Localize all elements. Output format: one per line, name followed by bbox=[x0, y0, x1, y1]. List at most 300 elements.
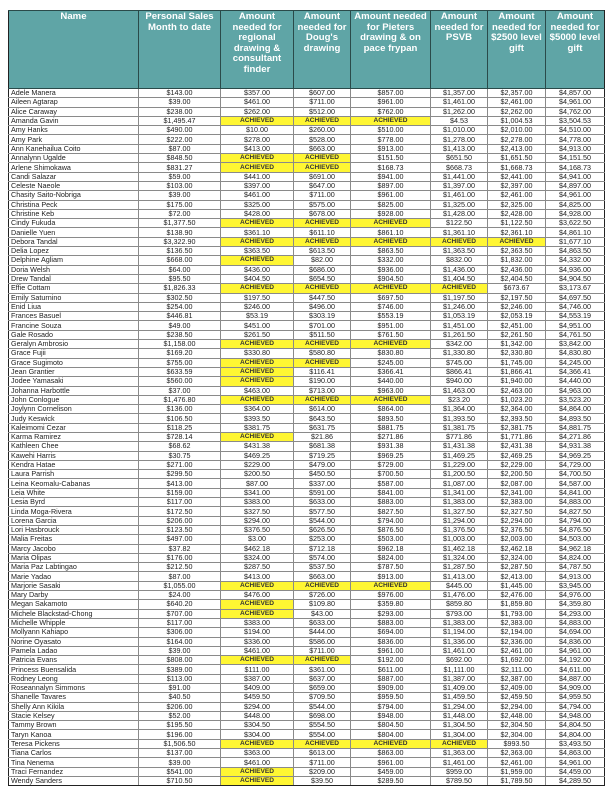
cell-gift-5000: $4,694.00 bbox=[546, 628, 605, 637]
cell-pieters-drawing: $804.00 bbox=[351, 730, 431, 739]
table-row bbox=[9, 711, 605, 720]
cell-name: Leia White bbox=[9, 488, 139, 497]
cell-gift-2500: $2,364.00 bbox=[488, 405, 546, 414]
cell-gift-2500: $2,428.00 bbox=[488, 209, 546, 218]
cell-psvb: $651.50 bbox=[431, 154, 488, 163]
cell-psvb: $445.00 bbox=[431, 581, 488, 590]
cell-dougs-drawing: $450.50 bbox=[294, 470, 351, 479]
cell-name: Tiana Carlos bbox=[9, 749, 139, 758]
cell-gift-2500: $2,229.00 bbox=[488, 460, 546, 469]
cell-gift-5000: $3,173.67 bbox=[546, 284, 605, 293]
cell-dougs-drawing: $591.00 bbox=[294, 488, 351, 497]
cell-pieters-drawing: $948.00 bbox=[351, 711, 431, 720]
table-row bbox=[9, 674, 605, 683]
cell-personal-sales: $59.00 bbox=[139, 172, 221, 181]
cell-gift-2500: $2,436.00 bbox=[488, 265, 546, 274]
cell-dougs-drawing: ACHIEVED bbox=[294, 739, 351, 748]
cell-name: Linda Moga-Rivera bbox=[9, 507, 139, 516]
cell-pieters-drawing: $289.50 bbox=[351, 776, 431, 785]
cell-psvb: $832.00 bbox=[431, 256, 488, 265]
cell-name: Drew Tandal bbox=[9, 274, 139, 283]
cell-regional-drawing: $336.00 bbox=[221, 637, 294, 646]
cell-regional-drawing: ACHIEVED bbox=[221, 377, 294, 386]
cell-psvb: $1,053.19 bbox=[431, 312, 488, 321]
table-row bbox=[9, 460, 605, 469]
cell-personal-sales: $206.00 bbox=[139, 516, 221, 525]
table-row bbox=[9, 749, 605, 758]
cell-pieters-drawing: $824.00 bbox=[351, 553, 431, 562]
cell-personal-sales: $728.14 bbox=[139, 432, 221, 441]
cell-gift-2500: $2,387.00 bbox=[488, 674, 546, 683]
cell-psvb: $1,448.00 bbox=[431, 711, 488, 720]
cell-regional-drawing: ACHIEVED bbox=[221, 739, 294, 748]
cell-personal-sales: $490.00 bbox=[139, 126, 221, 135]
cell-name: Delphine Agliam bbox=[9, 256, 139, 265]
cell-dougs-drawing: $712.18 bbox=[294, 544, 351, 553]
cell-psvb: $1,304.00 bbox=[431, 730, 488, 739]
cell-dougs-drawing: $678.00 bbox=[294, 209, 351, 218]
cell-name: Doria Welsh bbox=[9, 265, 139, 274]
cell-personal-sales: $117.00 bbox=[139, 618, 221, 627]
cell-psvb: $1,325.00 bbox=[431, 200, 488, 209]
table-row bbox=[9, 684, 605, 693]
cell-regional-drawing: $330.80 bbox=[221, 349, 294, 358]
cell-gift-2500: $2,111.00 bbox=[488, 665, 546, 674]
cell-regional-drawing: $461.00 bbox=[221, 98, 294, 107]
cell-dougs-drawing: $633.00 bbox=[294, 618, 351, 627]
cell-pieters-drawing: $271.86 bbox=[351, 432, 431, 441]
cell-name: Aileen Agtarap bbox=[9, 98, 139, 107]
cell-regional-drawing: ACHIEVED bbox=[221, 340, 294, 349]
cell-psvb: $1,461.00 bbox=[431, 758, 488, 767]
cell-gift-2500: $2,397.00 bbox=[488, 181, 546, 190]
table-row bbox=[9, 693, 605, 702]
cell-personal-sales: $302.50 bbox=[139, 293, 221, 302]
cell-gift-2500: $1,122.50 bbox=[488, 219, 546, 228]
cell-dougs-drawing: $190.00 bbox=[294, 377, 351, 386]
cell-name: Patricia Evans bbox=[9, 656, 139, 665]
cell-gift-2500: $2,336.00 bbox=[488, 637, 546, 646]
cell-gift-2500: $2,325.00 bbox=[488, 200, 546, 209]
table-row bbox=[9, 702, 605, 711]
cell-name: Michelle Whipple bbox=[9, 618, 139, 627]
cell-psvb: $1,476.00 bbox=[431, 591, 488, 600]
header-dougs-drawing: Amount needed for Doug's drawing bbox=[294, 11, 351, 89]
table-row bbox=[9, 553, 605, 562]
cell-pieters-drawing: $830.80 bbox=[351, 349, 431, 358]
cell-gift-5000: $4,192.00 bbox=[546, 656, 605, 665]
cell-psvb: $23.20 bbox=[431, 395, 488, 404]
cell-psvb: $940.00 bbox=[431, 377, 488, 386]
cell-regional-drawing: $451.00 bbox=[221, 321, 294, 330]
cell-personal-sales: $30.75 bbox=[139, 451, 221, 460]
cell-pieters-drawing: $359.80 bbox=[351, 600, 431, 609]
cell-gift-5000: $4,794.00 bbox=[546, 702, 605, 711]
header-regional-drawing: Amount needed for regional drawing & consultant finder bbox=[221, 11, 294, 89]
cell-personal-sales: $24.00 bbox=[139, 591, 221, 600]
cell-dougs-drawing: $631.75 bbox=[294, 423, 351, 432]
cell-dougs-drawing: $611.10 bbox=[294, 228, 351, 237]
cell-psvb: $1,363.00 bbox=[431, 749, 488, 758]
cell-personal-sales: $196.00 bbox=[139, 730, 221, 739]
cell-pieters-drawing: $841.00 bbox=[351, 488, 431, 497]
cell-pieters-drawing: $883.00 bbox=[351, 618, 431, 627]
table-row bbox=[9, 349, 605, 358]
cell-personal-sales: $212.50 bbox=[139, 563, 221, 572]
cell-psvb: $1,003.00 bbox=[431, 535, 488, 544]
cell-name: Laura Parrish bbox=[9, 470, 139, 479]
cell-pieters-drawing: $746.00 bbox=[351, 302, 431, 311]
cell-name: Kathleen Chee bbox=[9, 442, 139, 451]
cell-psvb: $1,357.00 bbox=[431, 89, 488, 98]
cell-pieters-drawing: $969.25 bbox=[351, 451, 431, 460]
cell-personal-sales: $159.00 bbox=[139, 488, 221, 497]
cell-name: Adele Manera bbox=[9, 89, 139, 98]
cell-regional-drawing: $87.00 bbox=[221, 479, 294, 488]
cell-gift-2500: $2,357.00 bbox=[488, 89, 546, 98]
cell-regional-drawing: $436.00 bbox=[221, 265, 294, 274]
cell-gift-2500: $2,461.00 bbox=[488, 191, 546, 200]
cell-regional-drawing: $459.50 bbox=[221, 693, 294, 702]
cell-pieters-drawing: $794.00 bbox=[351, 516, 431, 525]
table-row bbox=[9, 516, 605, 525]
cell-dougs-drawing: $701.00 bbox=[294, 321, 351, 330]
cell-gift-2500: $2,261.50 bbox=[488, 330, 546, 339]
cell-pieters-drawing: $762.00 bbox=[351, 107, 431, 116]
cell-gift-5000: $4,864.00 bbox=[546, 405, 605, 414]
cell-regional-drawing: $364.00 bbox=[221, 405, 294, 414]
cell-gift-5000: $4,959.50 bbox=[546, 693, 605, 702]
cell-psvb: $866.41 bbox=[431, 367, 488, 376]
table-row bbox=[9, 656, 605, 665]
table-row bbox=[9, 321, 605, 330]
cell-name: Stacie Kelsey bbox=[9, 711, 139, 720]
cell-regional-drawing: $409.00 bbox=[221, 684, 294, 693]
cell-personal-sales: $640.20 bbox=[139, 600, 221, 609]
cell-pieters-drawing: $962.18 bbox=[351, 544, 431, 553]
cell-personal-sales: $172.50 bbox=[139, 507, 221, 516]
cell-gift-2500: $1,668.73 bbox=[488, 163, 546, 172]
cell-personal-sales: $3,322.90 bbox=[139, 237, 221, 246]
cell-dougs-drawing: ACHIEVED bbox=[294, 154, 351, 163]
cell-gift-5000: $4,969.25 bbox=[546, 451, 605, 460]
cell-gift-5000: $4,459.00 bbox=[546, 767, 605, 776]
table-row bbox=[9, 665, 605, 674]
table-row bbox=[9, 209, 605, 218]
cell-regional-drawing: ACHIEVED bbox=[221, 609, 294, 618]
cell-pieters-drawing: $459.00 bbox=[351, 767, 431, 776]
cell-personal-sales: $1,826.33 bbox=[139, 284, 221, 293]
cell-gift-2500: $2,383.00 bbox=[488, 498, 546, 507]
cell-dougs-drawing: ACHIEVED bbox=[294, 395, 351, 404]
cell-dougs-drawing: ACHIEVED bbox=[294, 358, 351, 367]
cell-personal-sales: $37.82 bbox=[139, 544, 221, 553]
cell-gift-2500: $2,327.50 bbox=[488, 507, 546, 516]
cell-personal-sales: $710.50 bbox=[139, 776, 221, 785]
cell-personal-sales: $87.00 bbox=[139, 572, 221, 581]
cell-psvb: $1,336.00 bbox=[431, 637, 488, 646]
cell-gift-2500: $1,832.00 bbox=[488, 256, 546, 265]
cell-pieters-drawing: $904.50 bbox=[351, 274, 431, 283]
table-row bbox=[9, 367, 605, 376]
cell-regional-drawing: $363.50 bbox=[221, 247, 294, 256]
table-row bbox=[9, 563, 605, 572]
cell-gift-2500: $2,383.00 bbox=[488, 618, 546, 627]
table-row bbox=[9, 776, 605, 785]
cell-personal-sales: $64.00 bbox=[139, 265, 221, 274]
cell-dougs-drawing: $82.00 bbox=[294, 256, 351, 265]
header-row bbox=[9, 11, 605, 89]
cell-gift-5000: $4,587.00 bbox=[546, 479, 605, 488]
cell-gift-5000: $3,945.00 bbox=[546, 581, 605, 590]
cell-personal-sales: $138.90 bbox=[139, 228, 221, 237]
cell-pieters-drawing: $503.00 bbox=[351, 535, 431, 544]
table-row bbox=[9, 377, 605, 386]
cell-regional-drawing: $397.00 bbox=[221, 181, 294, 190]
cell-pieters-drawing: $913.00 bbox=[351, 144, 431, 153]
cell-personal-sales: $95.50 bbox=[139, 274, 221, 283]
cell-psvb: $1,304.50 bbox=[431, 721, 488, 730]
cell-personal-sales: $164.00 bbox=[139, 637, 221, 646]
cell-gift-2500: $1,789.50 bbox=[488, 776, 546, 785]
cell-regional-drawing: $441.00 bbox=[221, 172, 294, 181]
cell-gift-5000: $4,553.19 bbox=[546, 312, 605, 321]
cell-psvb: $1,409.00 bbox=[431, 684, 488, 693]
cell-dougs-drawing: $512.00 bbox=[294, 107, 351, 116]
cell-name: Marie Yadao bbox=[9, 572, 139, 581]
cell-dougs-drawing: ACHIEVED bbox=[294, 340, 351, 349]
cell-gift-2500: $2,463.00 bbox=[488, 386, 546, 395]
cell-name: Shanelle Tavares bbox=[9, 693, 139, 702]
cell-psvb: ACHIEVED bbox=[431, 237, 488, 246]
cell-pieters-drawing: $961.00 bbox=[351, 646, 431, 655]
table-row bbox=[9, 442, 605, 451]
cell-gift-2500: $1,004.53 bbox=[488, 116, 546, 125]
cell-personal-sales: $541.00 bbox=[139, 767, 221, 776]
cell-regional-drawing: $327.50 bbox=[221, 507, 294, 516]
cell-gift-2500: $2,324.00 bbox=[488, 553, 546, 562]
cell-gift-5000: $4,830.80 bbox=[546, 349, 605, 358]
cell-name: John Conlogue bbox=[9, 395, 139, 404]
cell-name: Kawehi Harris bbox=[9, 451, 139, 460]
cell-psvb: $668.73 bbox=[431, 163, 488, 172]
table-row bbox=[9, 628, 605, 637]
cell-gift-5000: $4,729.00 bbox=[546, 460, 605, 469]
cell-gift-2500: $2,393.50 bbox=[488, 414, 546, 423]
cell-dougs-drawing: $654.50 bbox=[294, 274, 351, 283]
table-row bbox=[9, 89, 605, 98]
cell-regional-drawing: $448.00 bbox=[221, 711, 294, 720]
cell-pieters-drawing: $963.00 bbox=[351, 386, 431, 395]
cell-name: Delia Lopez bbox=[9, 247, 139, 256]
header-2500-gift: Amount needed for $2500 level gift bbox=[488, 11, 546, 89]
cell-psvb: $1,413.00 bbox=[431, 144, 488, 153]
cell-psvb: $1,327.50 bbox=[431, 507, 488, 516]
cell-gift-5000: $4,928.00 bbox=[546, 209, 605, 218]
cell-gift-5000: $3,523.20 bbox=[546, 395, 605, 404]
cell-dougs-drawing: $709.50 bbox=[294, 693, 351, 702]
cell-gift-2500: $673.67 bbox=[488, 284, 546, 293]
cell-regional-drawing: $229.00 bbox=[221, 460, 294, 469]
cell-regional-drawing: $383.00 bbox=[221, 618, 294, 627]
cell-dougs-drawing: $337.00 bbox=[294, 479, 351, 488]
table-row bbox=[9, 126, 605, 135]
cell-pieters-drawing: ACHIEVED bbox=[351, 340, 431, 349]
cell-gift-2500: $2,404.50 bbox=[488, 274, 546, 283]
cell-personal-sales: $238.00 bbox=[139, 107, 221, 116]
cell-psvb: ACHIEVED bbox=[431, 739, 488, 748]
cell-gift-2500: $2,287.50 bbox=[488, 563, 546, 572]
cell-pieters-drawing: $951.00 bbox=[351, 321, 431, 330]
cell-regional-drawing: $462.18 bbox=[221, 544, 294, 553]
cell-dougs-drawing: ACHIEVED bbox=[294, 219, 351, 228]
cell-name: Grace Sugimoto bbox=[9, 358, 139, 367]
cell-personal-sales: $306.00 bbox=[139, 628, 221, 637]
cell-name: Marcy Jacobo bbox=[9, 544, 139, 553]
cell-dougs-drawing: $713.00 bbox=[294, 386, 351, 395]
cell-gift-5000: $4,761.50 bbox=[546, 330, 605, 339]
cell-psvb: $1,361.10 bbox=[431, 228, 488, 237]
cell-pieters-drawing: $881.75 bbox=[351, 423, 431, 432]
cell-gift-2500: $1,793.00 bbox=[488, 609, 546, 618]
table-row bbox=[9, 507, 605, 516]
cell-name: Gale Rosado bbox=[9, 330, 139, 339]
cell-gift-5000: $4,962.18 bbox=[546, 544, 605, 553]
cell-name: Chasity Saito-Nobriga bbox=[9, 191, 139, 200]
cell-psvb: $1,087.00 bbox=[431, 479, 488, 488]
cell-dougs-drawing: $574.00 bbox=[294, 553, 351, 562]
cell-personal-sales: $560.00 bbox=[139, 377, 221, 386]
cell-dougs-drawing: $116.41 bbox=[294, 367, 351, 376]
cell-regional-drawing: ACHIEVED bbox=[221, 776, 294, 785]
cell-name: Amy Park bbox=[9, 135, 139, 144]
table-row bbox=[9, 302, 605, 311]
cell-psvb: $1,194.00 bbox=[431, 628, 488, 637]
cell-pieters-drawing: $440.00 bbox=[351, 377, 431, 386]
table-row bbox=[9, 172, 605, 181]
cell-pieters-drawing: $804.50 bbox=[351, 721, 431, 730]
table-body bbox=[9, 89, 605, 786]
cell-name: Kaleimomi Cezar bbox=[9, 423, 139, 432]
cell-personal-sales: $137.00 bbox=[139, 749, 221, 758]
cell-name: Judy Keswick bbox=[9, 414, 139, 423]
cell-regional-drawing: $294.00 bbox=[221, 702, 294, 711]
cell-name: Arlene Shimokawa bbox=[9, 163, 139, 172]
cell-gift-5000: $4,168.73 bbox=[546, 163, 605, 172]
cell-gift-5000: $4,804.50 bbox=[546, 721, 605, 730]
cell-dougs-drawing: $253.00 bbox=[294, 535, 351, 544]
cell-gift-2500: $2,294.00 bbox=[488, 702, 546, 711]
cell-psvb: $1,010.00 bbox=[431, 126, 488, 135]
cell-psvb: $1,397.00 bbox=[431, 181, 488, 190]
cell-name: Norine Oyasato bbox=[9, 637, 139, 646]
cell-name: Megan Sakamoto bbox=[9, 600, 139, 609]
cell-gift-2500: $2,304.00 bbox=[488, 730, 546, 739]
table-row bbox=[9, 191, 605, 200]
cell-name: Leina Keomalu-Cabanas bbox=[9, 479, 139, 488]
table-row bbox=[9, 572, 605, 581]
cell-psvb: $1,459.50 bbox=[431, 693, 488, 702]
table-row bbox=[9, 488, 605, 497]
cell-pieters-drawing: $778.00 bbox=[351, 135, 431, 144]
cell-psvb: $692.00 bbox=[431, 656, 488, 665]
cell-name: Celeste Naeole bbox=[9, 181, 139, 190]
cell-psvb: $1,462.18 bbox=[431, 544, 488, 553]
cell-regional-drawing: $413.00 bbox=[221, 572, 294, 581]
cell-gift-5000: $4,861.10 bbox=[546, 228, 605, 237]
cell-name: Ann Kanehailua Coito bbox=[9, 144, 139, 153]
cell-pieters-drawing: $961.00 bbox=[351, 758, 431, 767]
cell-gift-2500: $2,459.50 bbox=[488, 693, 546, 702]
table-row bbox=[9, 739, 605, 748]
cell-gift-2500: $2,461.00 bbox=[488, 98, 546, 107]
cell-personal-sales: $831.27 bbox=[139, 163, 221, 172]
cell-personal-sales: $106.50 bbox=[139, 414, 221, 423]
cell-pieters-drawing: $761.50 bbox=[351, 330, 431, 339]
cell-psvb: $1,463.00 bbox=[431, 386, 488, 395]
cell-name: Danielle Yuen bbox=[9, 228, 139, 237]
cell-gift-2500: ACHIEVED bbox=[488, 237, 546, 246]
cell-name: Mollyann Kahiapo bbox=[9, 628, 139, 637]
table-row bbox=[9, 256, 605, 265]
cell-regional-drawing: ACHIEVED bbox=[221, 656, 294, 665]
cell-pieters-drawing: $825.00 bbox=[351, 200, 431, 209]
cell-personal-sales: $633.59 bbox=[139, 367, 221, 376]
cell-name: Marjorie Sasaki bbox=[9, 581, 139, 590]
cell-gift-5000: $4,863.50 bbox=[546, 247, 605, 256]
cell-pieters-drawing: $864.00 bbox=[351, 405, 431, 414]
cell-pieters-drawing: $897.00 bbox=[351, 181, 431, 190]
cell-dougs-drawing: $260.00 bbox=[294, 126, 351, 135]
cell-name: Amanda Gavin bbox=[9, 116, 139, 125]
cell-name: Debora Tandal bbox=[9, 237, 139, 246]
cell-dougs-drawing: $633.00 bbox=[294, 498, 351, 507]
cell-personal-sales: $118.25 bbox=[139, 423, 221, 432]
cell-regional-drawing: $357.00 bbox=[221, 89, 294, 98]
table-row bbox=[9, 609, 605, 618]
cell-gift-2500: $1,745.00 bbox=[488, 358, 546, 367]
cell-gift-5000: $4,961.00 bbox=[546, 646, 605, 655]
cell-personal-sales: $1,476.80 bbox=[139, 395, 221, 404]
cell-dougs-drawing: $614.00 bbox=[294, 405, 351, 414]
cell-psvb: $1,200.50 bbox=[431, 470, 488, 479]
table-row bbox=[9, 386, 605, 395]
cell-psvb: $1,111.00 bbox=[431, 665, 488, 674]
cell-dougs-drawing: $544.00 bbox=[294, 702, 351, 711]
cell-gift-2500: $2,200.50 bbox=[488, 470, 546, 479]
table-row bbox=[9, 330, 605, 339]
cell-name: Christine Keb bbox=[9, 209, 139, 218]
cell-psvb: $1,413.00 bbox=[431, 572, 488, 581]
cell-dougs-drawing: $586.00 bbox=[294, 637, 351, 646]
cell-personal-sales: $169.20 bbox=[139, 349, 221, 358]
table-row bbox=[9, 451, 605, 460]
cell-regional-drawing: ACHIEVED bbox=[221, 395, 294, 404]
cell-name: Roseannalyn Simmons bbox=[9, 684, 139, 693]
cell-pieters-drawing: $794.00 bbox=[351, 702, 431, 711]
cell-gift-5000: $4,510.00 bbox=[546, 126, 605, 135]
cell-regional-drawing: $363.00 bbox=[221, 749, 294, 758]
table-row bbox=[9, 581, 605, 590]
cell-gift-5000: $4,778.00 bbox=[546, 135, 605, 144]
cell-regional-drawing: ACHIEVED bbox=[221, 219, 294, 228]
cell-gift-5000: $3,842.00 bbox=[546, 340, 605, 349]
cell-personal-sales: $136.00 bbox=[139, 405, 221, 414]
cell-dougs-drawing: $663.00 bbox=[294, 572, 351, 581]
cell-gift-5000: $4,804.00 bbox=[546, 730, 605, 739]
table-row bbox=[9, 591, 605, 600]
cell-psvb: $1,431.38 bbox=[431, 442, 488, 451]
